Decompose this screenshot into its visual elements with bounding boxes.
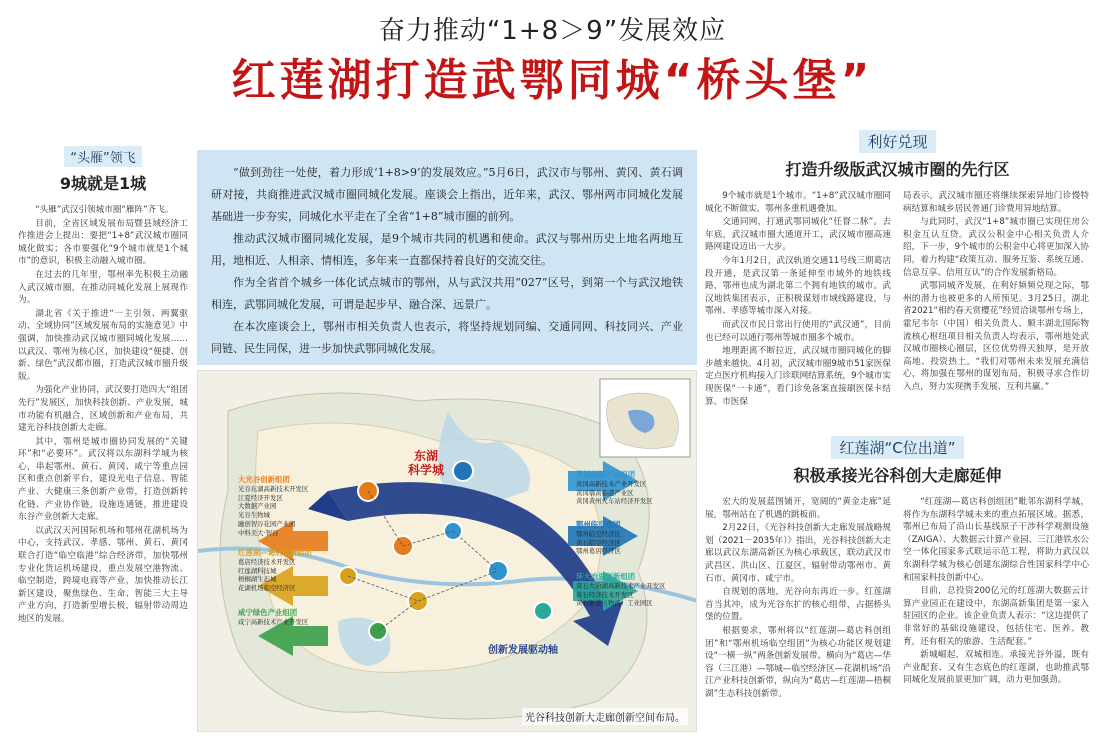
paragraph: 9个城市就是1个城市。“1+8”武汉城市圈同城化不断做实，鄂州多重机遇叠加。 xyxy=(705,191,891,214)
zone-item: 黄石经济技术开发区 xyxy=(576,590,634,599)
paragraph: 与此同时，武汉“1+8”城市圈已实现住房公积金互认互贷。武汉公积金中心相关负责人介绍，下一步，9个城市的公积金中心将更加深入协同，着力构建“政策互动、服务互鉴、系统互通、信息互享、信用互认”的合作发展新格局。 xyxy=(903,217,1089,278)
zone-box xyxy=(238,476,368,538)
paragraph: 根据要求，鄂州将以“红莲湖—葛店科创组团”和“鄂州机场临空组团”为核心功能区规划建设“一横一纵”两条创新发展带。横向为“葛店—华容（三江港）—鄂城—临空经济区—花湖机场”沿江产业科技创新带，纵向为“葛店—红莲湖—梧桐湖”生态科技创新带。 xyxy=(705,625,891,699)
zone-item: 光谷东湖高新技术开发区 xyxy=(238,484,309,493)
paragraph: “头雁”武汉引领城市圈“雁阵”齐飞。 xyxy=(35,205,174,215)
header-subtitle: 奋力推动“1+8＞9”发展效应 xyxy=(378,16,727,46)
left-badge: “头雁”领飞 xyxy=(64,146,141,167)
zone-title: 红莲湖—葛店创新组团 xyxy=(238,548,312,557)
lead-paragraph: 推动武汉城市圈同城化发展，是9个城市共同的机遇和使命。武汉与鄂州历史上地名两地互用，地相近、人相亲、情相连，多年来一直都保持着良好的交流交往。 xyxy=(211,232,683,267)
right1-badge: 利好兑现 xyxy=(859,130,935,153)
right2-badge: 红莲湖“C位出道” xyxy=(831,436,963,459)
right-section-2 xyxy=(705,436,1090,746)
zone-item: 黄石大冶湖高新技术产业开发区 xyxy=(576,581,666,590)
zone-item: 黄冈鄂黄临港产业区 xyxy=(576,488,634,497)
zone-item: 葛店经济技术开发区 xyxy=(238,557,296,566)
paragraph: 武鄂同城齐发展，在利好频频兑现之际，鄂州的潜力也被更多的人所预见。3月25日，湖北省2021“相约春天赏樱花”经贸洽谈鄂州专场上，霍尼韦尔（中国）相关负责人、顺丰湖北国际物流核心枢纽项目相关负责人均表示，鄂州地处武汉城市圈核心圈层，区位优势得天独厚，是开放高地、投资热土。“我们对鄂州未来发展充满信心，将加强在鄂州的谋划布局，积极寻求合作切入点，努力实现携手发展、互利共赢。” xyxy=(903,281,1089,392)
lead-paragraph: 在本次座谈会上，鄂州市相关负责人也表示，将坚持规划同编、交通同网、科技同兴、产业同链、民生同保，进一步加快武鄂同城化发展。 xyxy=(211,320,683,355)
paragraph: 宏大的发展蓝图铺开，宽阔的“黄金走廊”延展，鄂州站在了机遇的跳板前。 xyxy=(705,497,891,520)
paragraph: 以武汉天河国际机场和鄂州花湖机场为中心，支持武汉、孝感、鄂州、黄石、黄冈联合打造“临空临港”综合经济带，加快鄂州专业化货运机场建设，重点发展空港物流、临空制造，跨境电商等产业，加快推动长江新区建设，聚焦绿色、生命、智能三大主导产业方向，打造新型增长极，辐射带动周边地区的发展。 xyxy=(18,525,188,624)
zone-title: 大光谷创新组团 xyxy=(238,475,290,484)
zone-item: 江夏经济开发区 xyxy=(238,493,283,502)
right1-col2 xyxy=(903,190,1089,445)
paragraph: “红莲湖—葛店科创组团”毗邻东湖科学城，将作为东湖科学城未来的重点拓展区域。据悉，鄂州已布局了沿山长基线原子干涉科学观测设施（ZAIGA）、大数据云计算产业园、三江港铁水公空一体化国家多式联运示范工程，将助力武汉以东湖科学城为核心创建东湖综合性国家科学中心和国家科技创新中心。 xyxy=(903,497,1089,583)
paragraph: 局表示，武汉城市圈还将继续探索异地门诊慢特病结算和城乡居民普通门诊费用异地结算。 xyxy=(903,191,1089,214)
lead-box xyxy=(197,150,697,365)
right1-heading: 打造升级版武汉城市圈的先行区 xyxy=(785,160,1010,179)
zone-box xyxy=(576,573,694,608)
paragraph: 2月22日，《光谷科技创新大走廊发展战略规划（2021－2035年）》指出，光谷科技创新大走廊以武汉东湖高新区为核心承载区，联动武汉市武昌区、洪山区、江夏区，辐射带动鄂州市、黄石市、黄冈市、咸宁市。 xyxy=(705,523,891,584)
map-caption: 光谷科技创新大走廊创新空间布局。 xyxy=(522,708,688,725)
left-heading: 9城就是1城 xyxy=(59,174,147,193)
paragraph: 湖北省《关于推进“一主引领、两翼驱动、全域协同”区域发展布局的实施意见》中强调，加快推动武汉城市圈同城化发展……以武汉、鄂州为核心区，加快建设“便捷、创新、绿色”武汉都市圈，打造武汉城市圈升级版。 xyxy=(18,308,188,382)
zone-box xyxy=(238,549,368,593)
zone-item: 鄂州葛店经济区 xyxy=(576,547,621,556)
paragraph: 而武汉市民日常出行使用的“武汉通”，目前也已经可以通行鄂州等城市圈多个城市。 xyxy=(705,319,891,343)
zone-title: 鄂州临空组团 xyxy=(576,520,621,529)
corridor-map xyxy=(197,370,697,732)
paragraph: 在过去的几年里，鄂州率先积极主动融入武汉城市圈，在推动同城化发展上展现作为。 xyxy=(18,269,188,306)
zone-item: 融创智谷花园产业园 xyxy=(238,519,296,528)
paragraph: 地理距离不断拉近，武汉城市圈同城化的脚步越来越快。4月初，武汉城市圈9城市51家医保定点医疗机构接入门诊联网结算系统，9个城市实现医保“一卡通”，看门诊免备案直接刷医保卡结算。市医保 xyxy=(705,346,891,407)
right-section-1 xyxy=(705,130,1090,445)
paragraph: 自规划的落地，光谷向东再近一步。红莲湖首当其冲，成为光谷东扩的核心组带，占据桥头堡的位置。 xyxy=(705,587,891,623)
paragraph: 交通同网，打通武鄂同城化“任督二脉”。去年底，武汉城市圈大通道开工，武汉城市圈高速路网建设迈出一大步。 xyxy=(705,217,891,253)
zone-title: 黄冈创新产业组团 xyxy=(576,470,636,479)
paragraph: 新城崛起，双城相连。承接光谷外溢，既有产业配套、又有生态底色的红莲湖，也助推武鄂同城化发展前景更加广阔，动力更加强劲。 xyxy=(903,650,1089,686)
right2-heading: 积极承接光谷科创大走廊延伸 xyxy=(793,466,1002,485)
right2-col1 xyxy=(705,496,891,746)
zone-item: 咸宁高新技术产业开发区 xyxy=(238,617,309,626)
zone-item: 鄂州临空经济区 xyxy=(576,529,621,538)
zone-box xyxy=(576,521,694,556)
paragraph: 目前，总投资200亿元的红莲湖大数据云计算产业园正在建设中，东湖高新集团是第一家入驻园区的企业。该企业负责人表示：“这边提供了非常好的基础设施建设，包括住宅、医养、教育，还有相关的旅游、生活配套。” xyxy=(903,586,1089,647)
map-label-drive: 创新发展驱动轴 xyxy=(488,645,558,656)
zone-item: 梧桐湖生态城 xyxy=(238,575,277,584)
zone-title: 环大冶湖创新组团 xyxy=(576,572,636,581)
zone-item: 黄石新港（物流）工业园区 xyxy=(576,599,653,608)
left-body xyxy=(18,204,188,744)
zone-item: 黄石临空经济区 xyxy=(576,538,621,547)
left-column xyxy=(18,146,188,744)
zone-box xyxy=(576,471,694,506)
right2-col2 xyxy=(903,496,1089,746)
paragraph: 今年1月2日，武汉轨道交通11号线三期葛店段开通，是武汉第一条延伸至市域外的地铁线路，鄂州也成为湖北第二个拥有地铁的城市。武汉地铁集团表示，正积极谋划市域线路建设，与鄂州、孝感等城市深入对接。 xyxy=(705,255,891,317)
zone-item: 大数据产业园 xyxy=(238,502,277,511)
zone-item: 黄冈高新技术产业开发区 xyxy=(576,479,647,488)
map-label-center: 东湖 科学城 xyxy=(408,449,445,477)
zone-item: 花湖机场临空经济区 xyxy=(238,584,296,593)
paragraph: 其中，鄂州是城市圈协同发展的“关键环”和“必要环”。武汉将以东湖科学城为核心，串起鄂州、黄石、黄冈、咸宁等重点园区和重点创新平台，建设光电子信息、智能产业、大健康三条创新产业带，打造创新转化链、产业协作链，设施连通链，推进建设东谷产业创新大走廊。 xyxy=(18,436,188,523)
zone-item: 黄冈黄州火车站经济开发区 xyxy=(576,497,653,506)
zone-item: 红莲湖科技城 xyxy=(238,566,277,575)
paragraph: 为强化产业协同，武汉要打造四大“组团先行”发展区，加快科技创新、产业发展，城市功能有机融合，区域创新和产业布局，共建光谷科技创新大走廊。 xyxy=(18,385,188,434)
lead-paragraph: 作为全省首个城乡一体化试点城市的鄂州，从与武汉共用“027”区号，到第一个与武汉地铁相连，武鄂同城化发展，可谓是起步早、融合深、远景广。 xyxy=(211,276,683,311)
lead-paragraph: “做到劲往一处使，着力形成‘1+8>9’的发展效应。”5月6日，武汉市与鄂州、黄冈、黄石调研对接，共商推进武汉城市圈同城化发展。座谈会上指出，近年来，武汉、鄂州两市同城化发展基础进一步夯实，同城化水平走在了全省“1+8”城市圈的前列。 xyxy=(211,166,683,223)
paragraph: 目前，全省区域发展布局暨县域经济工作推进会上提出：要把“1+8”武汉城市圈同城化做实；各市要强化“9个城市就是1个城市”的意识，积极主动融入城市圈。 xyxy=(18,218,188,267)
zone-item: 光谷生物城 xyxy=(238,511,270,520)
zone-title: 咸宁绿色产业组团 xyxy=(238,608,298,617)
header-title: 红莲湖打造武鄂同城“桥头堡” xyxy=(231,55,874,106)
zone-box xyxy=(238,609,368,627)
zone-item: 中科美大·智谷 xyxy=(238,528,279,537)
right1-col1 xyxy=(705,190,891,445)
